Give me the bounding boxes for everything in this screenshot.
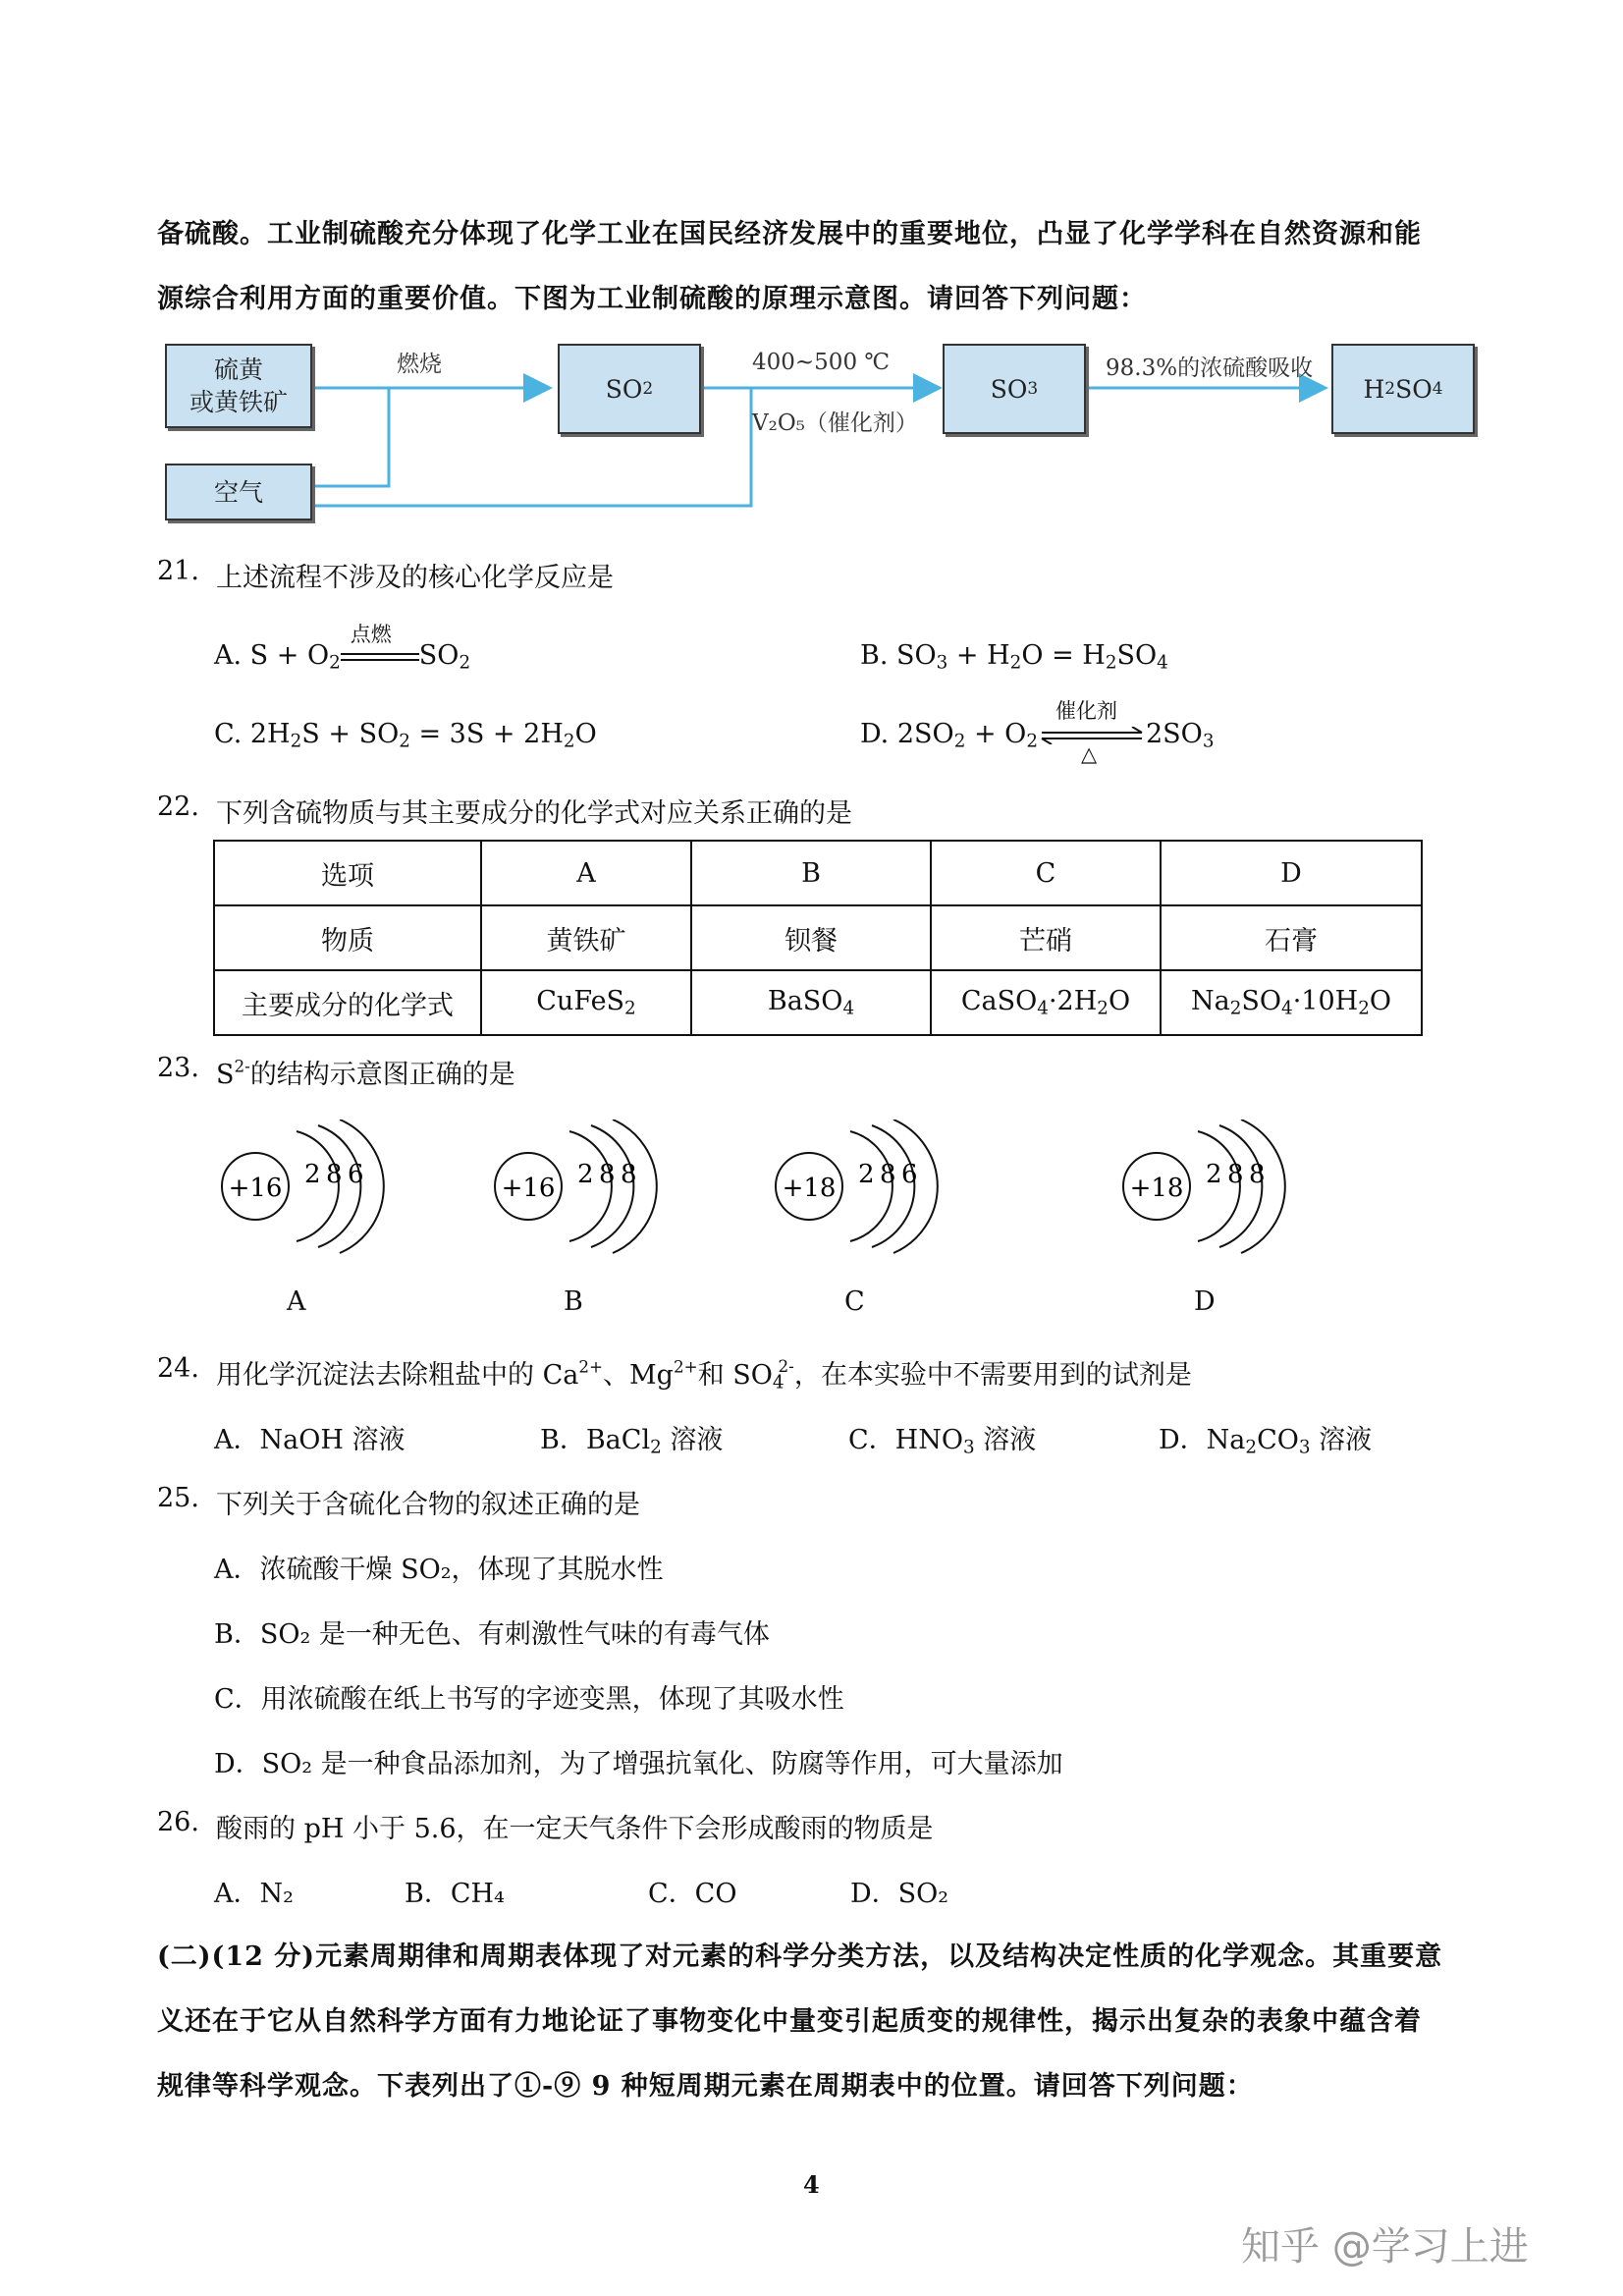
atom-diagram bbox=[491, 1120, 658, 1271]
atom-diagram bbox=[218, 1120, 385, 1271]
electron-count: 8 bbox=[1249, 1160, 1266, 1189]
atom-diagram bbox=[1119, 1120, 1286, 1271]
so2-box: SO 2 bbox=[558, 344, 701, 434]
atom-option-label: A bbox=[287, 1286, 306, 1317]
q25-stem: 下列关于含硫化合物的叙述正确的是 bbox=[216, 1490, 640, 1520]
q22-stem: 下列含硫物质与其主要成分的化学式对应关系正确的是 bbox=[216, 798, 852, 829]
ore-box-line1: 硫黄 bbox=[213, 355, 263, 384]
q26-stem: 酸雨的 pH 小于 5.6，在一定天气条件下会形成酸雨的物质是 bbox=[216, 1814, 934, 1844]
q24-option-a: A．NaOH 溶液 bbox=[214, 1425, 406, 1455]
q24-option-c-post: 溶液 bbox=[974, 1425, 1037, 1455]
q21-option-c: C. $2H_2S + SO_2 = 3S + 2H_2O$ bbox=[214, 719, 597, 752]
section2-line-2: 义还在于它从自然科学方面有力地论证了事物变化中量变引起质变的规律性，揭示出复杂的表象中蕴含着 bbox=[157, 2006, 1422, 2037]
page-number: 4 bbox=[803, 2170, 820, 2199]
q25-option-c: C．用浓硫酸在纸上书写的字迹变黑，体现了其吸水性 bbox=[214, 1684, 844, 1715]
table-cell: BaSO$_4$ bbox=[691, 970, 931, 1035]
q25-option-d: D．SO₂ 是一种食品添加剂，为了增强抗氧化、防腐等作用，可大量添加 bbox=[214, 1749, 1063, 1779]
q21-number: 21. bbox=[157, 556, 199, 586]
label-absorb: 98.3%的浓硫酸吸收 bbox=[1106, 355, 1314, 381]
label-burn: 燃烧 bbox=[397, 352, 442, 377]
q24-stem: 用化学沉淀法去除粗盐中的 $Ca^{2+}$、$Mg^{2+}$和 $SO_4^{2-}$，在本实验中不需要用到的试剂是 bbox=[216, 1356, 1192, 1394]
atom-option-label: D bbox=[1194, 1286, 1216, 1317]
q22-table bbox=[213, 840, 1423, 1036]
q21-d-condition-top: 催化剂 bbox=[1055, 698, 1117, 723]
q23-number: 23. bbox=[157, 1053, 199, 1083]
ore-box-line2: 或黄铁矿 bbox=[189, 388, 288, 416]
q21-option-a-label: A. bbox=[214, 640, 243, 671]
q21-a-condition-text: 点燃 bbox=[350, 622, 392, 646]
nucleus-charge: +18 bbox=[782, 1174, 837, 1203]
so3-box: SO 3 bbox=[943, 344, 1086, 434]
table-header-cell: 选项 bbox=[214, 841, 481, 905]
table-header-cell: A bbox=[481, 841, 691, 905]
table-cell: 物质 bbox=[214, 905, 481, 970]
label-temperature: 400~500 ℃ bbox=[752, 350, 891, 375]
table-cell: 芒硝 bbox=[931, 905, 1161, 970]
electron-count: 2 bbox=[304, 1160, 321, 1189]
q24-option-b-pre: B．BaCl bbox=[540, 1425, 651, 1455]
electron-count: 8 bbox=[599, 1160, 616, 1189]
q24-option-d-pre: D．Na bbox=[1159, 1425, 1246, 1455]
atom-diagram bbox=[772, 1120, 939, 1271]
q26-option-c: C．CO bbox=[648, 1879, 737, 1909]
electron-count: 8 bbox=[621, 1160, 637, 1189]
q23-stem-text: 的结构示意图正确的是 bbox=[249, 1060, 515, 1090]
q26-option-a: A．N₂ bbox=[214, 1879, 294, 1909]
q26-option-b: B．CH₄ bbox=[405, 1879, 505, 1909]
q24-option-d-post: 溶液 bbox=[1310, 1425, 1373, 1455]
q24-option-b-post: 溶液 bbox=[661, 1425, 724, 1455]
electron-count: 8 bbox=[1227, 1160, 1244, 1189]
q21-option-b: B. $SO_3 + H_2O = H_2SO_4$ bbox=[860, 640, 1168, 674]
intro-line-2: 源综合利用方面的重要价值。下图为工业制硫酸的原理示意图。请回答下列问题： bbox=[157, 284, 1147, 314]
table-header-cell: D bbox=[1161, 841, 1422, 905]
nucleus-charge: +18 bbox=[1129, 1174, 1184, 1203]
atom-option-label: C bbox=[844, 1286, 865, 1317]
q26-option-d: D．SO₂ bbox=[850, 1879, 949, 1909]
q23-stem: $S^{2-}$的结构示意图正确的是 bbox=[216, 1056, 515, 1090]
table-cell: 黄铁矿 bbox=[481, 905, 691, 970]
label-catalyst: V₂O₅（催化剂） bbox=[752, 410, 918, 436]
q21-option-d: D. $2SO_2 + O_2$ 催化剂 △ $2SO_3$ bbox=[860, 719, 1215, 752]
nucleus-charge: +16 bbox=[228, 1174, 283, 1203]
section2-line-1: (二)(12 分)元素周期律和周期表体现了对元素的科学分类方法，以及结构决定性质的化学观念。其重要意 bbox=[157, 1941, 1443, 1972]
q24-option-c: C．$HNO_3$ 溶液 bbox=[848, 1425, 1037, 1458]
table-header-cell: B bbox=[691, 841, 931, 905]
table-cell: 石膏 bbox=[1161, 905, 1422, 970]
q24-number: 24. bbox=[157, 1353, 199, 1384]
table-header-cell: C bbox=[931, 841, 1161, 905]
table-row bbox=[214, 970, 1422, 1035]
intro-line-1: 备硫酸。工业制硫酸充分体现了化学工业在国民经济发展中的重要地位，凸显了化学学科在自然资源和能 bbox=[157, 219, 1422, 249]
electron-count: 2 bbox=[1206, 1160, 1222, 1189]
q26-number: 26. bbox=[157, 1807, 199, 1837]
table-cell: 钡餐 bbox=[691, 905, 931, 970]
q21-option-a: A. $S + O_2$ 点燃 $SO_2$ bbox=[214, 640, 470, 674]
nucleus-charge: +16 bbox=[501, 1174, 556, 1203]
electron-count: 8 bbox=[880, 1160, 896, 1189]
q24-option-b: B．BaCl$_2$ 溶液 bbox=[540, 1425, 724, 1458]
h2so4-box: H 2 SO 4 bbox=[1331, 344, 1475, 434]
q21-a-condition bbox=[341, 622, 419, 672]
atom-option-label: B bbox=[564, 1286, 583, 1317]
q25-option-b: B．SO₂ 是一种无色、有刺激性气味的有毒气体 bbox=[214, 1619, 770, 1650]
table-row bbox=[214, 905, 1422, 970]
electron-count: 2 bbox=[577, 1160, 594, 1189]
section2-line-3: 规律等科学观念。下表列出了①-⑨ 9 种短周期元素在周期表中的位置。请回答下列问题： bbox=[157, 2071, 1254, 2102]
q21-d-condition-bottom: △ bbox=[1081, 741, 1098, 766]
q21-d-condition bbox=[1038, 698, 1146, 766]
q21-option-d-label: D. bbox=[860, 719, 890, 749]
table-cell: 主要成分的化学式 bbox=[214, 970, 481, 1035]
electron-count: 6 bbox=[901, 1160, 918, 1189]
table-cell: $CaSO_4\cdot 2H_2O$ bbox=[931, 970, 1161, 1035]
table-cell: $Na_2SO_4\cdot 10H_2O$ bbox=[1161, 970, 1422, 1035]
watermark: 知乎 @学习上进 bbox=[1241, 2224, 1529, 2269]
electron-count: 8 bbox=[326, 1160, 343, 1189]
table-cell: CuFeS$_2$ bbox=[481, 970, 691, 1035]
electron-count: 2 bbox=[858, 1160, 875, 1189]
electron-count: 6 bbox=[348, 1160, 364, 1189]
q24-option-c-pre: C．HNO bbox=[848, 1425, 963, 1455]
ore-box bbox=[165, 344, 312, 428]
q25-option-a: A．浓硫酸干燥 SO₂，体现了其脱水性 bbox=[214, 1555, 664, 1585]
q21-stem: 上述流程不涉及的核心化学反应是 bbox=[216, 563, 614, 593]
table-row bbox=[214, 841, 1422, 905]
q22-number: 22. bbox=[157, 792, 199, 822]
q25-number: 25. bbox=[157, 1483, 199, 1513]
q24-option-d: D．$Na_2CO_3$ 溶液 bbox=[1159, 1425, 1373, 1458]
air-box: 空气 bbox=[165, 464, 312, 520]
